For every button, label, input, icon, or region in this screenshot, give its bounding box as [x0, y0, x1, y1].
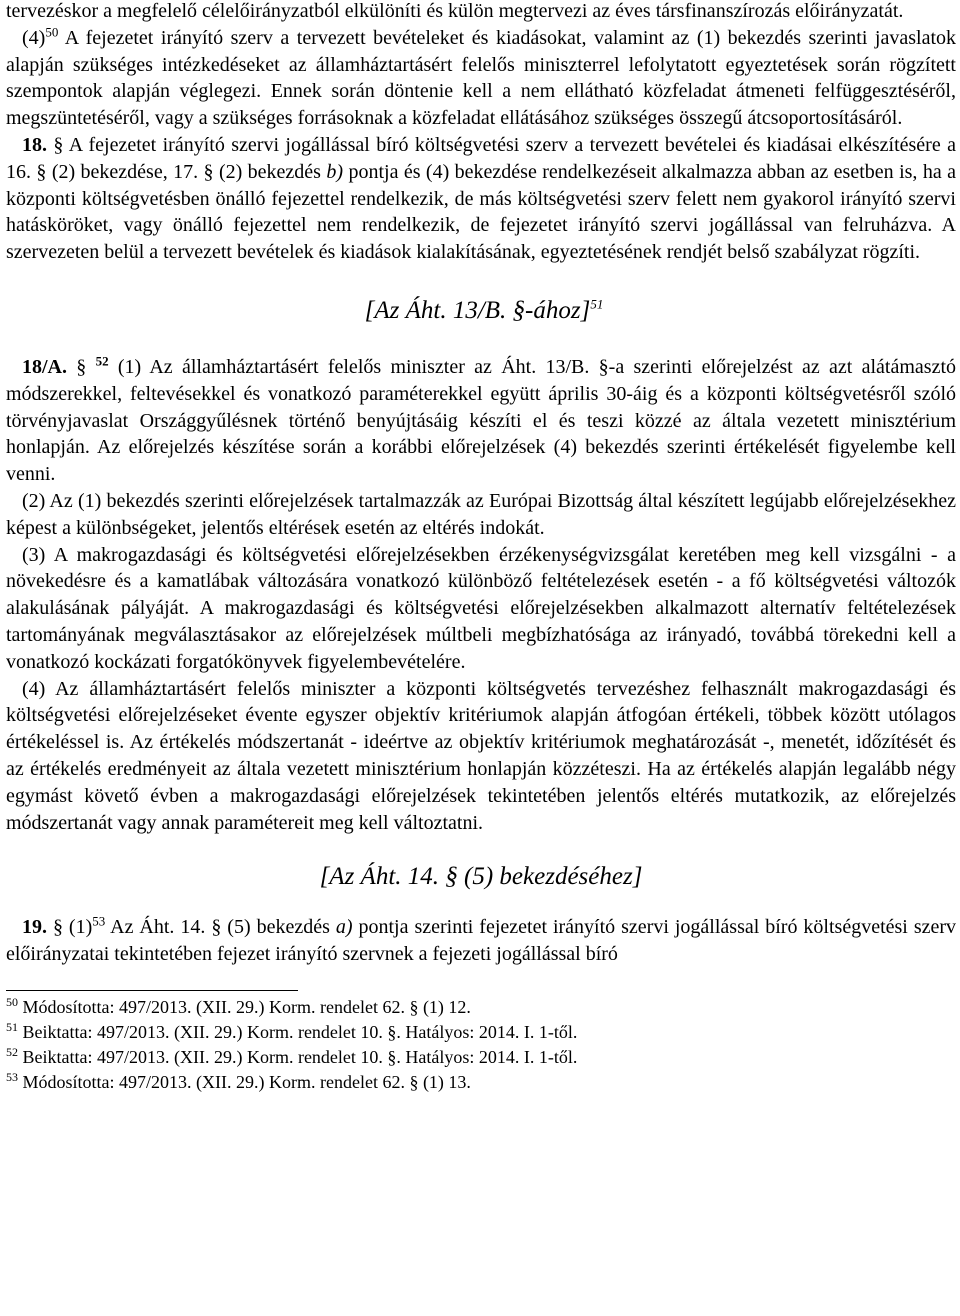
section-number: 19.: [22, 916, 47, 939]
paragraph-3: (3) A makrogazdasági és költségvetési előrejelzésekben érzékenységvizsgálat keretében meg kell vizsgálni - a növekedésre és a kamatlábak változására vonatkozó különböző feltételezések esetén - a fő költségvetési változók alakulásának pályáját. A makrogazdasági és költségvetési előrejelzésekben alkalmazott alternatív feltételezések tartományának megválasztásakor az előrejelzések múltbeli megbízhatósága az irányadó, továbbá törekedni kell a vonatkozó kockázati forgatókönyvek figyelembevételére.: [6, 543, 956, 673]
section-19: [6, 914, 956, 968]
section-number: 18/A.: [22, 355, 67, 378]
paragraph-continued: tervezéskor a megfelelő célelőirányzatból elkülöníti és külön megtervezi az éves társfinanszírozás előirányzatát.: [6, 0, 904, 22]
section-text-cont: pontja és (4) bekezdése rendelkezéseit alkalmazza abban az esetben is, ha a központi költségvetésben önálló fejezettel rendelkezik, de más költségvetési szerv felett nem gyakorol irányító szervi hatásköröket, vagy önálló fejezettel nem rendelkezik, de fejezetet irányító szervi jogállással van felruházva. A szervezeten belül a tervezett bevételek és kiadások kialakításának, egyeztetésének rendjét belső szabályzat rögzíti.: [6, 160, 956, 264]
section-text-end: pontja szerinti fejezetet irányító szervi jogállással bíró költségvetési szerv előirányzatai tekintetében fejezet irányító szervnek a fejezeti jogállással bíró: [6, 916, 957, 966]
heading-text: [Az Áht. 13/B. §-ához]: [364, 296, 591, 324]
footnote-52: [6, 1045, 956, 1070]
point-ref: b): [326, 160, 344, 183]
footnote-ref-50[interactable]: 50: [45, 24, 59, 40]
footnote-text: Módosította: 497/2013. (XII. 29.) Korm. rendelet 62. § (1) 12.: [18, 996, 471, 1017]
paragraph-4: [6, 25, 956, 132]
paragraph-2: (2) Az (1) bekezdés szerinti előrejelzések tartalmazzák az Európai Bizottság által készített legújabb előrejelzésekhez képest a különbségeket, jelentős eltérések esetén az eltérés indokát.: [6, 489, 956, 539]
paragraph-text: A fejezetet irányító szerv a tervezett bevételeket és kiadásokat, valamint az (1) bekezdés szerinti javaslatok alapján szükséges intézkedéseket az államháztartásért felelős miniszterrel lefolytatott egyeztetések során rögzített szempontok alapján véglegezi. Ennek során döntenie kell a nem ellátható közfeladat átmeneti felfüggesztéséről, megszüntetéséről, vagy a szükséges forrásoknak a közfeladat ellátásához szükséges összegű átcsoportosításáról.: [6, 26, 956, 130]
paragraph-number: (4): [22, 26, 46, 49]
paragraph-4b: (4) Az államháztartásért felelős miniszter a központi költségvetés tervezéshez felhasznált makrogazdasági és költségvetési előrejelzéseket évente egyszer objektív kritériumok alapján átfogóan értékeli, többek között utólagos értékeléssel is. Az értékelés módszertanát - ideértve az objektív kritériumok meghatározását -, menetét, időzítését és az értékelés eredményeit az általa vezetett minisztérium honlapján közzéteszi. Ha az értékelés alapján legalább négy egymást követő évben a makrogazdasági előrejelzések tekintetében jelentős eltérés mutatkozik, az előrejelzés módszertanát vagy annak paramétereit meg kell változtatni.: [6, 677, 956, 834]
section-number: 18.: [22, 133, 47, 156]
footnote-ref-51[interactable]: 51: [590, 296, 604, 312]
footnote-divider: [6, 990, 298, 991]
footnote-text: Beiktatta: 497/2013. (XII. 29.) Korm. rendelet 10. §. Hatályos: 2014. I. 1-től.: [18, 1046, 578, 1067]
footnote-50: [6, 995, 956, 1020]
footnote-51: [6, 1020, 956, 1045]
footnote-ref-52[interactable]: 52: [95, 353, 109, 369]
section-text: § A fejezetet irányító szervi jogállással bíró költségvetési szerv a tervezett bevételei és kiadásai elkészítésére a 16. § (2) bekezdése, 17. § (2) bekezdés: [6, 133, 956, 183]
footnote-number: 50: [6, 994, 18, 1009]
section-18a: [6, 354, 956, 488]
footnote-53: [6, 1070, 956, 1095]
footnote-text: Módosította: 497/2013. (XII. 29.) Korm. rendelet 62. § (1) 13.: [18, 1071, 471, 1092]
section-heading-14: [Az Áht. 14. § (5) bekezdéséhez]: [319, 863, 643, 891]
section-text-cont: Az Áht. 14. § (5) bekezdés: [105, 916, 336, 939]
footnote-ref-53[interactable]: 53: [92, 913, 106, 929]
footnote-number: 52: [6, 1044, 18, 1059]
section-text: § (1): [47, 916, 93, 939]
section-heading-13b: [6, 296, 956, 326]
footnotes: [6, 995, 956, 1095]
footnote-number: 51: [6, 1019, 18, 1034]
section-sign: §: [67, 355, 96, 378]
footnote-text: Beiktatta: 497/2013. (XII. 29.) Korm. rendelet 10. §. Hatályos: 2014. I. 1-től.: [18, 1021, 578, 1042]
section-18: [6, 132, 956, 266]
point-ref: a): [335, 916, 353, 939]
footnote-number: 53: [6, 1069, 18, 1084]
section-text: (1) Az államháztartásért felelős miniszter az Áht. 13/B. §-a szerinti előrejelzést az azt alátámasztó módszerekkel, feltevésekkel és vonatkozó paraméterekkel együtt április 30-áig és a központi költségvetésről szóló törvényjavaslat Országgyűlésnek történő benyújtásáig készíti el és teszi közzé az általa vezetett minisztérium honlapján. Az előrejelzés készítése során a korábbi előrejelzések (4) bekezdés szerinti értékelését figyelembe kell venni.: [6, 355, 957, 486]
document-page: [6, 0, 956, 1095]
